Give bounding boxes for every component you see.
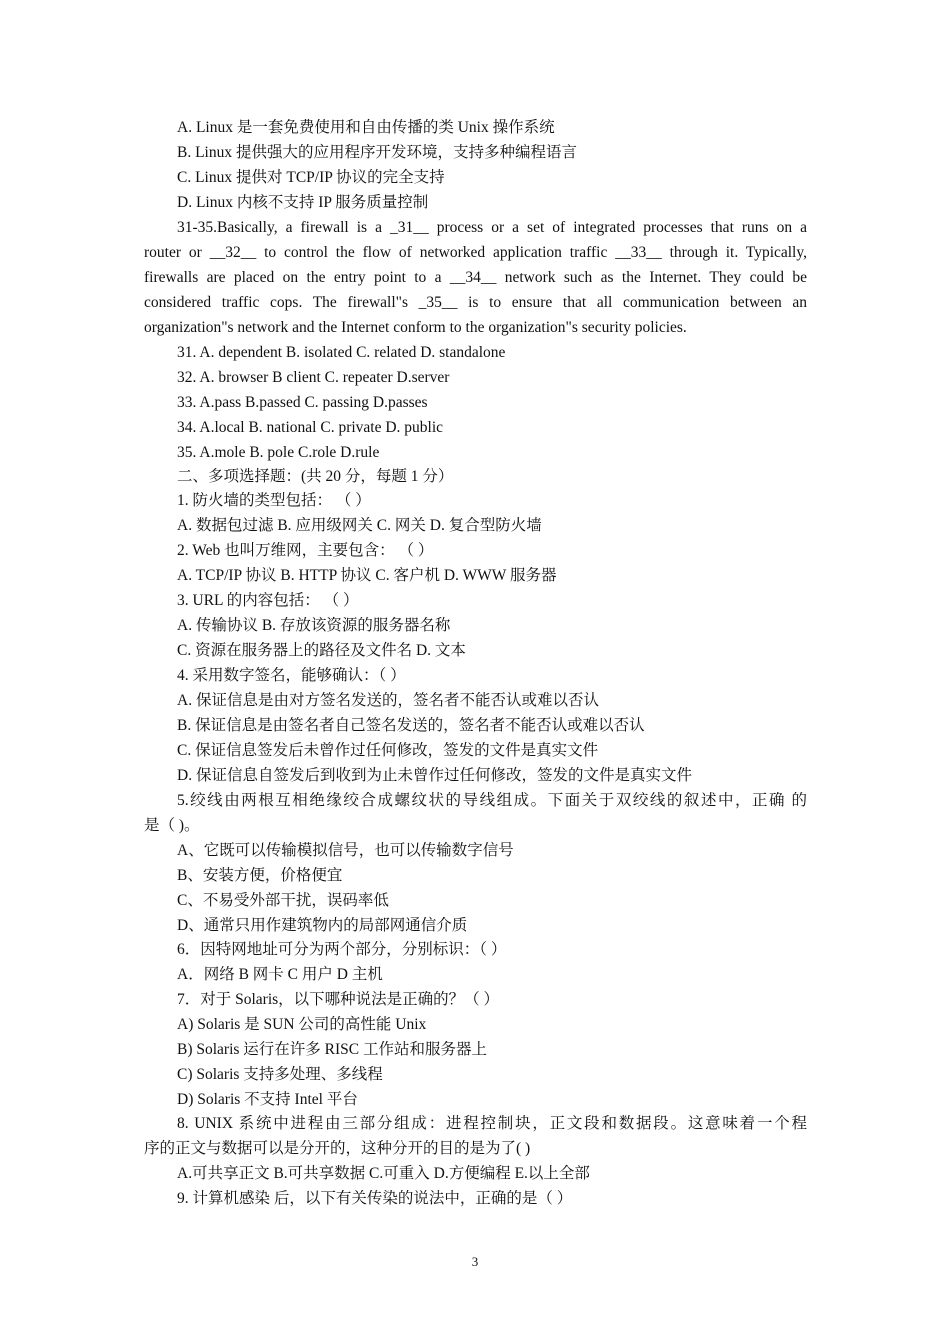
- section-heading: 二、多项选择题：(共 20 分，每题 1 分）: [177, 468, 454, 485]
- option-text: C、不易受外部干扰，误码率低: [177, 892, 389, 909]
- text-line: B. Linux 提供强大的应用程序开发环境，支持多种编程语言: [177, 144, 577, 161]
- question-text: 8. UNIX 系统中进程由三部分组成：进程控制块，正文段和数据段。这意味着一个程: [177, 1115, 807, 1132]
- option-text: A．网络 B 网卡 C 用户 D 主机: [177, 966, 383, 983]
- question-text: 7．对于 Solaris，以下哪种说法是正确的？（ ）: [177, 991, 500, 1008]
- option-text: C. 保证信息签发后未曾作过任何修改，签发的文件是真实文件: [177, 742, 599, 759]
- option-text: A. 传输协议 B. 存放该资源的服务器名称: [177, 617, 451, 634]
- text-line: C. Linux 提供对 TCP/IP 协议的完全支持: [177, 169, 445, 186]
- question-text: 4. 采用数字签名，能够确认：（ ）: [177, 667, 406, 684]
- question-text: 是（ )。: [144, 817, 200, 834]
- text-line: 33. A.pass B.passed C. passing D.passes: [177, 394, 428, 411]
- text-line: 34. A.local B. national C. private D. public: [177, 419, 444, 436]
- option-text: B、安装方便，价格便宜: [177, 867, 343, 884]
- option-text: C. 资源在服务器上的路径及文件名 D. 文本: [177, 642, 466, 659]
- text-line: 31. A. dependent B. isolated C. related D. standalone: [177, 344, 506, 361]
- option-text: C) Solaris 支持多处理、多线程: [177, 1066, 383, 1083]
- text-line: 31-35.Basically, a firewall is a _31__ process or a set of integrated processes that runs on a: [177, 219, 807, 236]
- option-text: D、通常只用作建筑物内的局部网通信介质: [177, 917, 468, 934]
- text-line: 35. A.mole B. pole C.role D.rule: [177, 444, 380, 461]
- option-text: A. 保证信息是由对方签名发送的，签名者不能否认或难以否认: [177, 692, 599, 709]
- text-line: organization"s network and the Internet conform to the organization"s security policies.: [144, 319, 687, 336]
- question-text: 序的正文与数据可以是分开的，这种分开的目的是为了( ): [144, 1140, 531, 1157]
- option-text: D. 保证信息自签发后到收到为止未曾作过任何修改，签发的文件是真实文件: [177, 767, 692, 784]
- question-text: 6．因特网地址可分为两个部分，分别标识：（ ）: [177, 941, 507, 958]
- text-line: considered traffic cops. The firewall"s _35__ is to ensure that all communication between an: [144, 294, 807, 311]
- question-text: 3. URL 的内容包括： （ ）: [177, 592, 359, 609]
- question-text: 2. Web 也叫万维网，主要包含： （ ）: [177, 542, 434, 559]
- text-line: D. Linux 内核不支持 IP 服务质量控制: [177, 194, 429, 211]
- option-text: B. 保证信息是由签名者自己签名发送的，签名者不能否认或难以否认: [177, 717, 645, 734]
- question-text: 1. 防火墙的类型包括： （ ）: [177, 492, 371, 509]
- page-number: 3: [471, 1254, 479, 1269]
- option-text: A. 数据包过滤 B. 应用级网关 C. 网关 D. 复合型防火墙: [177, 517, 542, 534]
- option-text: A) Solaris 是 SUN 公司的高性能 Unix: [177, 1016, 427, 1033]
- option-text: A. TCP/IP 协议 B. HTTP 协议 C. 客户机 D. WWW 服务器: [177, 567, 557, 584]
- option-text: A.可共享正文 B.可共享数据 C.可重入 D.方便编程 E.以上全部: [177, 1165, 590, 1182]
- text-line: router or __32__ to control the flow of networked application traffic __33__ through it. Typically,: [144, 244, 807, 261]
- option-text: D) Solaris 不支持 Intel 平台: [177, 1091, 358, 1108]
- text-line: A. Linux 是一套免费使用和自由传播的类 Unix 操作系统: [177, 119, 555, 136]
- text-line: 32. A. browser B client C. repeater D.server: [177, 369, 450, 386]
- option-text: A、它既可以传输模拟信号，也可以传输数字信号: [177, 842, 514, 859]
- question-text: 5.绞线由两根互相绝缘绞合成螺纹状的导线组成。下面关于双绞线的叙述中，正确 的: [177, 792, 807, 809]
- text-line: firewalls are placed on the entry point to a __34__ network such as the Internet. They could be: [144, 269, 807, 286]
- option-text: B) Solaris 运行在许多 RISC 工作站和服务器上: [177, 1041, 488, 1058]
- question-text: 9. 计算机感染 后，以下有关传染的说法中，正确的是（ ）: [177, 1190, 573, 1207]
